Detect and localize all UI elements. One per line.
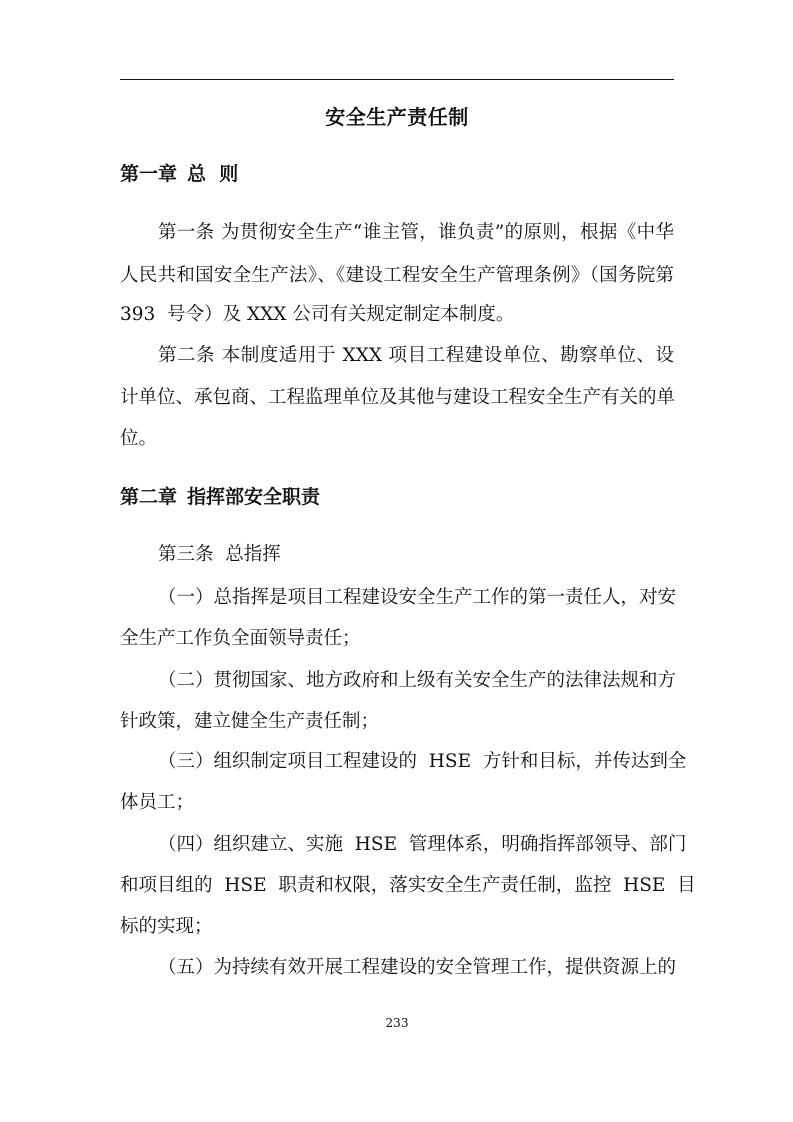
paragraph-line: 人民共和国安全生产法》、《建设工程安全生产管理条例》（国务院第 — [120, 265, 674, 286]
chapter-heading — [120, 485, 674, 509]
paragraph-line: 和项目组的 HSE 职责和权限，落实安全生产责任制，监控 HSE 目 — [120, 875, 696, 896]
paragraph-line: 体员工； — [120, 792, 195, 813]
chapter-heading — [120, 162, 674, 186]
chapter-name: 指挥部安全职责 — [187, 486, 321, 508]
paragraph-line: 第一条 为贯彻安全生产“谁主管，谁负责”的原则，根据《中华 — [158, 222, 674, 243]
paragraph-line: （四）组织建立、实施 HSE 管理体系，明确指挥部领导、部门 — [158, 834, 687, 855]
article-heading: 第三条 总指挥 — [158, 544, 281, 565]
paragraph-line: 计单位、承包商、工程监理单位及其他与建设工程安全生产有关的单 — [120, 387, 676, 408]
paragraph-line: （二）贯彻国家、地方政府和上级有关安全生产的法律法规和方 — [158, 670, 677, 691]
paragraph-line: 针政策，建立健全生产责任制； — [120, 711, 380, 732]
paragraph-line: （一）总指挥是项目工程建设安全生产工作的第一责任人，对安 — [158, 587, 677, 608]
page-number: 233 — [385, 1016, 409, 1030]
paragraph-line: 393 号令）及 XXX 公司有关规定制定本制度。 — [120, 304, 515, 325]
chapter-number: 第一章 — [120, 163, 178, 185]
chapter-number: 第二章 — [120, 486, 178, 508]
document-title: 安全生产责任制 — [325, 105, 469, 129]
paragraph-line: 第二条 本制度适用于 XXX 项目工程建设单位、勘察单位、设 — [158, 345, 674, 366]
paragraph-line: 全生产工作负全面领导责任； — [120, 628, 361, 649]
paragraph-line: 标的实现； — [120, 916, 213, 937]
paragraph-line: （三）组织制定项目工程建设的 HSE 方针和目标，并传达到全 — [158, 751, 687, 772]
paragraph-line: 位。 — [120, 428, 158, 449]
chapter-name: 总 则 — [187, 163, 239, 185]
paragraph-line: （五）为持续有效开展工程建设的安全管理工作，提供资源上的 — [158, 957, 677, 978]
header-rule — [120, 79, 674, 80]
